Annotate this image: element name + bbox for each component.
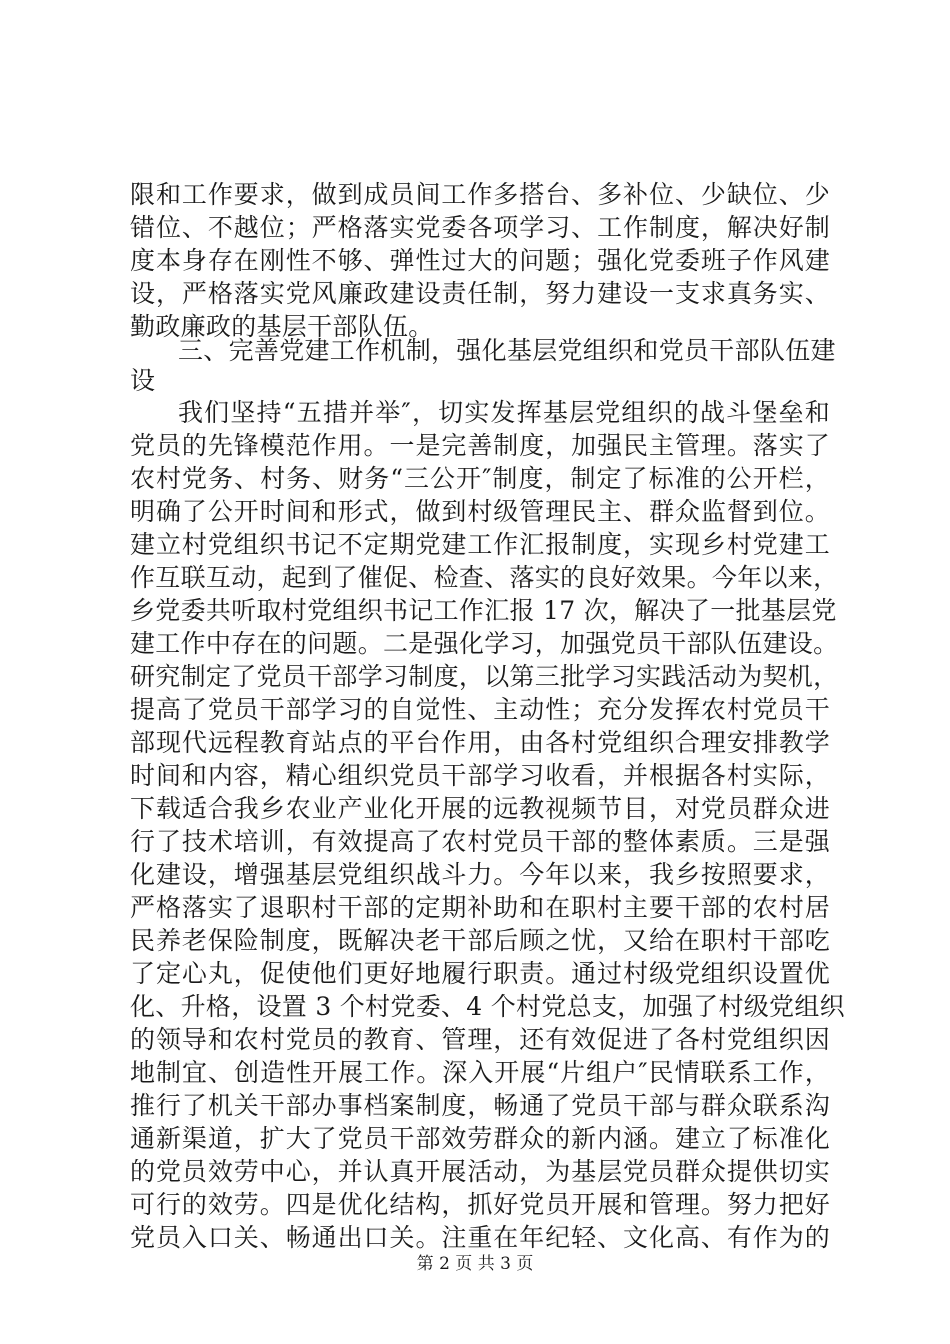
text-line: 化建设，增强基层党组织战斗力。今年以来，我乡按照要求，: [130, 860, 830, 889]
text-line: 可行的效劳。四是优化结构，抓好党员开展和管理。努力把好: [130, 1190, 830, 1219]
text-line: 我们坚持“五措并举″，切实发挥基层党组织的战斗堡垒和: [178, 398, 830, 427]
text-line: 部现代远程教育站点的平台作用，由各村党组织合理安排教学: [130, 728, 830, 757]
text-line: 地制宜、创造性开展工作。深入开展“片组户″民情联系工作，: [130, 1058, 830, 1087]
text-line: 建立村党组织书记不定期党建工作汇报制度，实现乡村党建工: [130, 530, 830, 559]
text-line: 错位、不越位；严格落实党委各项学习、工作制度，解决好制: [130, 213, 830, 242]
text-line: 限和工作要求，做到成员间工作多搭台、多补位、少缺位、少: [130, 180, 830, 209]
text-line: 时间和内容，精心组织党员干部学习收看，并根据各村实际，: [130, 761, 830, 790]
text-line: 了定心丸，促使他们更好地履行职责。通过村级党组织设置优: [130, 959, 830, 988]
text-line: 的领导和农村党员的教育、管理，还有效促进了各村党组织因: [130, 1025, 830, 1054]
text-line: 农村党务、村务、财务“三公开″制度，制定了标准的公开栏，: [130, 464, 830, 493]
text-line: 通新渠道，扩大了党员干部效劳群众的新内涵。建立了标准化: [130, 1124, 830, 1153]
text-line: 设，严格落实党风廉政建设责任制，努力建设一支求真务实、: [130, 279, 830, 308]
text-line: 作互联互动，起到了催促、检查、落实的良好效果。今年以来，: [130, 563, 839, 592]
text-line: 乡党委共听取村党组织书记工作汇报 17 次，解决了一批基层党: [130, 596, 837, 625]
text-line: 严格落实了退职村干部的定期补助和在职村主要干部的农村居: [130, 893, 830, 922]
text-line: 推行了机关干部办事档案制度，畅通了党员干部与群众联系沟: [130, 1091, 830, 1120]
text-line: 党员的先锋模范作用。一是完善制度，加强民主管理。落实了: [130, 431, 830, 460]
text-line: 下载适合我乡农业产业化开展的远教视频节目，对党员群众进: [130, 794, 830, 823]
text-line: 建工作中存在的问题。二是强化学习，加强党员干部队伍建设。: [130, 629, 839, 658]
text-line: 勤政廉政的基层干部队伍。: [130, 312, 434, 341]
section-heading-cont: 设: [130, 366, 156, 395]
section-heading: 三、完善党建工作机制，强化基层党组织和党员干部队伍建: [178, 336, 836, 365]
text-line: 提高了党员干部学习的自觉性、主动性；充分发挥农村党员干: [130, 695, 830, 724]
text-line: 化、升格，设置 3 个村党委、4 个村党总支，加强了村级党组织: [130, 992, 845, 1021]
text-line: 的党员效劳中心，并认真开展活动，为基层党员群众提供切实: [130, 1157, 830, 1186]
text-line: 明确了公开时间和形式，做到村级管理民主、群众监督到位。: [130, 497, 830, 526]
page-number-footer: 第 2 页 共 3 页: [416, 1254, 534, 1274]
text-line: 民养老保险制度，既解决老干部后顾之忧，又给在职村干部吃: [130, 926, 830, 955]
text-line: 研究制定了党员干部学习制度，以第三批学习实践活动为契机，: [130, 662, 839, 691]
text-line: 度本身存在刚性不够、弹性过大的问题；强化党委班子作风建: [130, 246, 830, 275]
text-line: 党员入口关、畅通出口关。注重在年纪轻、文化高、有作为的: [130, 1223, 830, 1252]
text-line: 行了技术培训，有效提高了农村党员干部的整体素质。三是强: [130, 827, 830, 856]
